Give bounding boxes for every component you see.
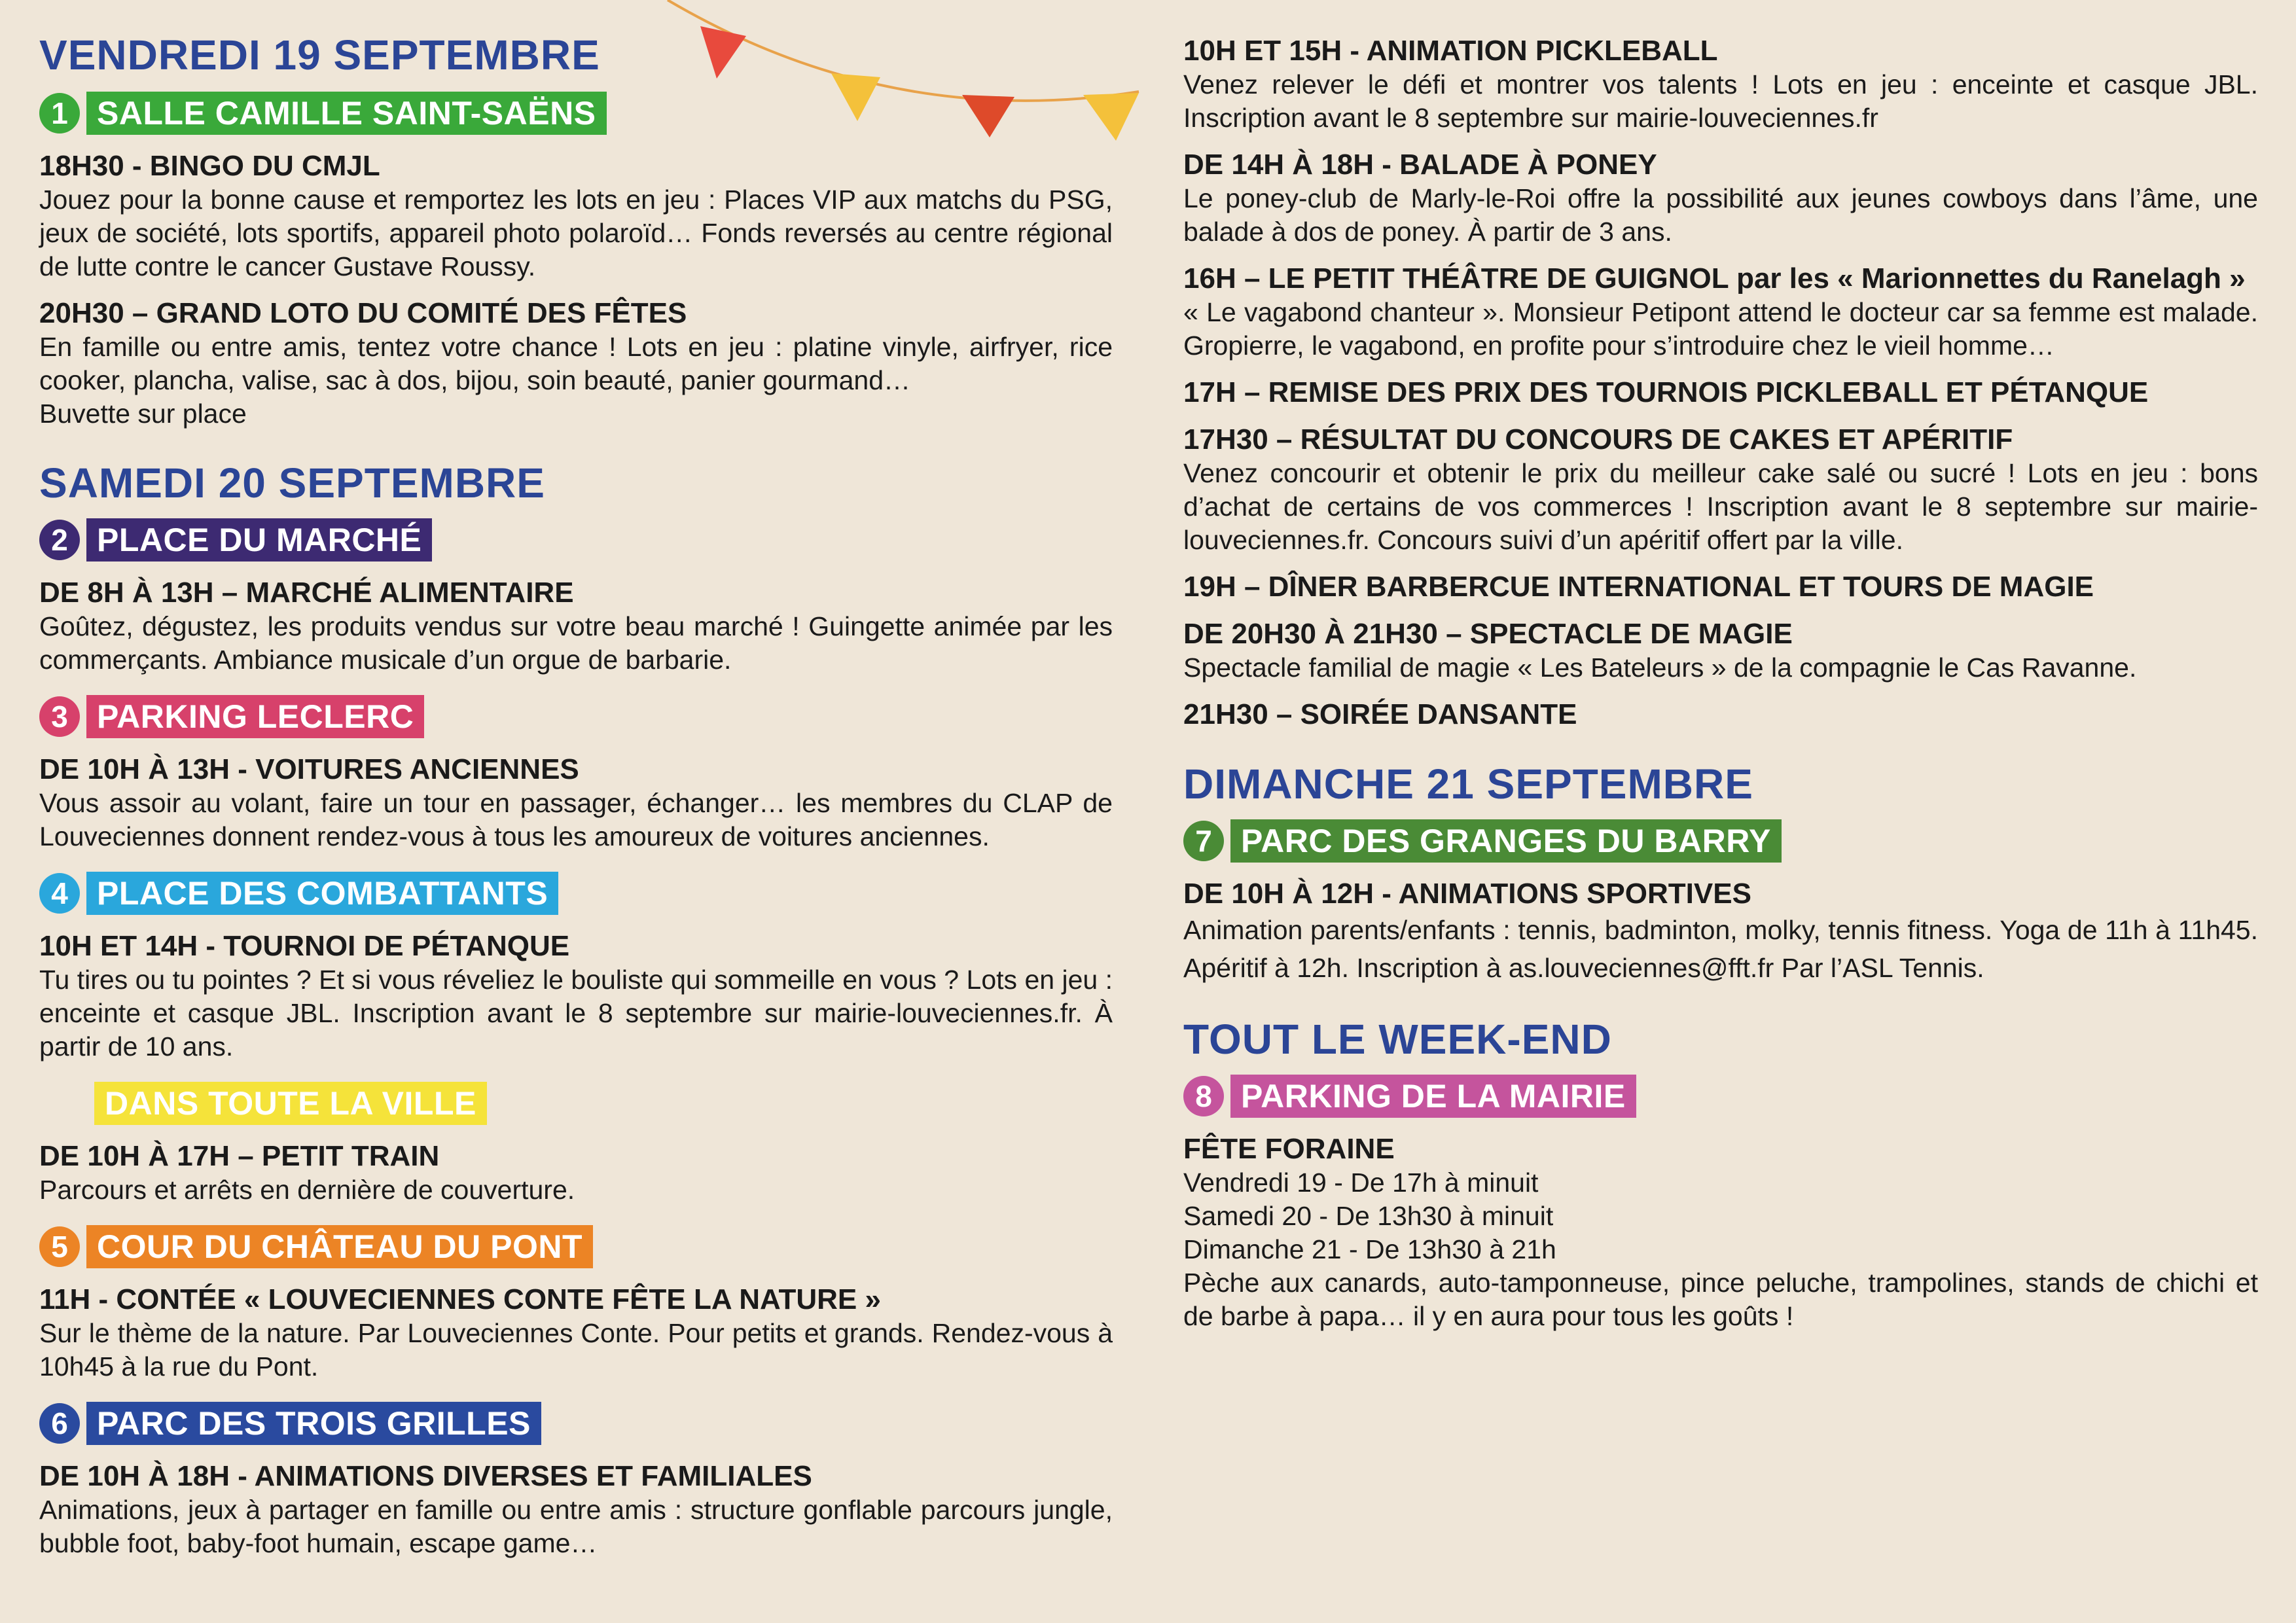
event-title: DE 10H À 12H - ANIMATIONS SPORTIVES (1183, 878, 1751, 910)
event-title: 21H30 – SOIRÉE DANSANTE (1183, 698, 1577, 730)
location-number-badge: 5 (39, 1226, 80, 1267)
event-title: FÊTE FORAINE (1183, 1133, 1395, 1165)
location-grilles (39, 1400, 1113, 1446)
event-title: DE 10H À 13H - VOITURES ANCIENNES (39, 753, 579, 785)
location-number-badge: 1 (39, 93, 80, 134)
event-description: Sur le thème de la nature. Par Louveciennes Conte. Pour petits et grands. Rendez-vous à 10h45 à la rue du Pont. (39, 1318, 1113, 1382)
event-description: Vous assoir au volant, faire un tour en passager, échanger… les membres du CLAP de Louveciennes donnent rendez-vous à tous les amoureux de voitures anciennes. (39, 788, 1113, 851)
event-description: Spectacle familial de magie « Les Bateleurs » de la compagnie le Cas Ravanne. (1183, 652, 2137, 683)
event-description: Venez relever le défi et montrer vos talents ! Lots en jeu : enceinte et casque JBL. Inscription avant le 8 septembre sur mairie-louveciennes.fr (1183, 69, 2258, 133)
location-salle (39, 90, 1113, 136)
event-note: Buvette sur place (39, 399, 247, 429)
location-banner: COUR DU CHÂTEAU DU PONT (86, 1225, 593, 1268)
event-title: DE 20H30 À 21H30 – SPECTACLE DE MAGIE (1183, 618, 1793, 650)
location-number-badge: 8 (1183, 1076, 1224, 1116)
location-marche (39, 517, 1113, 563)
event-title: DE 10H À 18H - ANIMATIONS DIVERSES ET FAMILIALES (39, 1460, 812, 1492)
event-description: Parcours et arrêts en dernière de couverture. (39, 1175, 575, 1205)
location-number-badge: 3 (39, 696, 80, 737)
event-description: « Le vagabond chanteur ». Monsieur Petipont attend le docteur car sa femme est malade. Gropierre, le vagabond, en profite pour s’introduire chez le vieil homme… (1183, 297, 2258, 361)
event-description: Animations, jeux à partager en famille ou entre amis : structure gonflable parcours jungle, bubble foot, baby-foot humain, escape game… (39, 1495, 1113, 1558)
event-description: Tu tires ou tu pointes ? Et si vous réveliez le bouliste qui sommeille en vous ? Lots en jeu : enceinte et casque JBL. Inscription avant le 8 septembre sur mairie-louveciennes.fr. À partir de 10 ans. (39, 965, 1113, 1061)
event-description: Animation parents/enfants : tennis, badminton, molky, tennis fitness. Yoga de 11h à 11h45. Apéritif à 12h. Inscription à as.louveciennes@fft.fr Par l’ASL Tennis. (1183, 915, 2258, 983)
location-number-badge: 7 (1183, 821, 1224, 861)
location-leclerc (39, 694, 1113, 740)
location-banner: SALLE CAMILLE SAINT-SAËNS (86, 92, 607, 135)
event-description: Jouez pour la bonne cause et remportez les lots en jeu : Places VIP aux matchs du PSG, jeux de société, lots sportifs, appareil photo polaroïd… Fonds reversés au centre régional de lutte contre le cancer Gustave Roussy. (39, 185, 1113, 281)
location-banner: PLACE DU MARCHÉ (86, 518, 432, 562)
event-title: 18H30 - BINGO DU CMJL (39, 150, 380, 182)
location-chateau (39, 1224, 1113, 1270)
location-granges (1183, 818, 2258, 864)
event-title: 17H30 – RÉSULTAT DU CONCOURS DE CAKES ET APÉRITIF (1183, 423, 2013, 455)
event-description: Le poney-club de Marly-le-Roi offre la possibilité aux jeunes cowboys dans l’âme, une balade à dos de poney. À partir de 3 ans. (1183, 183, 2258, 247)
location-number-badge: 2 (39, 520, 80, 560)
location-banner: PARKING LECLERC (86, 695, 424, 738)
event-title: 10H ET 14H - TOURNOI DE PÉTANQUE (39, 930, 570, 962)
saturday-heading: SAMEDI 20 SEPTEMBRE (39, 459, 545, 507)
weekend-heading: TOUT LE WEEK-END (1183, 1016, 1612, 1063)
friday-heading: VENDREDI 19 SEPTEMBRE (39, 31, 600, 79)
location-banner: PARC DES TROIS GRILLES (86, 1402, 541, 1445)
event-title: DE 8H À 13H – MARCHÉ ALIMENTAIRE (39, 577, 574, 609)
event-title: 11H - CONTÉE « LOUVECIENNES CONTE FÊTE LA NATURE » (39, 1283, 881, 1315)
location-banner: PARKING DE LA MAIRIE (1230, 1075, 1636, 1118)
left-column (39, 0, 1113, 1560)
event-description: En famille ou entre amis, tentez votre chance ! Lots en jeu : platine vinyle, airfryer, rice cooker, plancha, valise, sac à dos, bijou, soin beauté, panier gourmand… (39, 332, 1113, 395)
event-title: 17H – REMISE DES PRIX DES TOURNOIS PICKLEBALL ET PÉTANQUE (1183, 376, 2149, 408)
event-title: 16H – LE PETIT THÉÂTRE DE GUIGNOL par les « Marionnettes du Ranelagh » (1183, 262, 2246, 294)
schedule-line: Dimanche 21 - De 13h30 à 21h (1183, 1234, 1556, 1264)
location-number-badge: 4 (39, 873, 80, 914)
location-combattants (39, 870, 1113, 916)
event-description: Pèche aux canards, auto-tamponneuse, pince peluche, trampolines, stands de chichi et de barbe à papa… il y en aura pour tous les goûts ! (1183, 1268, 2258, 1331)
event-description: Goûtez, dégustez, les produits vendus sur votre beau marché ! Guingette animée par les commerçants. Ambiance musicale d’un orgue de barbarie. (39, 611, 1113, 675)
schedule-line: Samedi 20 - De 13h30 à minuit (1183, 1201, 1554, 1231)
right-column (1183, 0, 2258, 1333)
event-description: Venez concourir et obtenir le prix du meilleur cake salé ou sucré ! Lots en jeu : bons d’achat de certains de vos commerces ! Inscription avant le 8 septembre sur mairie-louveciennes.fr. Concours suivi d’un apéritif offert par la ville. (1183, 458, 2258, 555)
event-title: 19H – DÎNER BARBERCUE INTERNATIONAL ET TOURS DE MAGIE (1183, 571, 2094, 603)
event-title: DE 10H À 17H – PETIT TRAIN (39, 1140, 440, 1172)
location-number-badge: 6 (39, 1403, 80, 1444)
event-title: DE 14H À 18H - BALADE À PONEY (1183, 149, 1657, 181)
event-title: 20H30 – GRAND LOTO DU COMITÉ DES FÊTES (39, 297, 687, 329)
sunday-heading: DIMANCHE 21 SEPTEMBRE (1183, 760, 1753, 808)
location-banner: DANS TOUTE LA VILLE (94, 1082, 487, 1125)
location-ville (39, 1080, 1113, 1126)
event-title: 10H ET 15H - ANIMATION PICKLEBALL (1183, 35, 1718, 67)
location-mairie (1183, 1073, 2258, 1119)
location-banner: PLACE DES COMBATTANTS (86, 872, 558, 915)
location-banner: PARC DES GRANGES DU BARRY (1230, 819, 1782, 863)
schedule-line: Vendredi 19 - De 17h à minuit (1183, 1168, 1539, 1198)
